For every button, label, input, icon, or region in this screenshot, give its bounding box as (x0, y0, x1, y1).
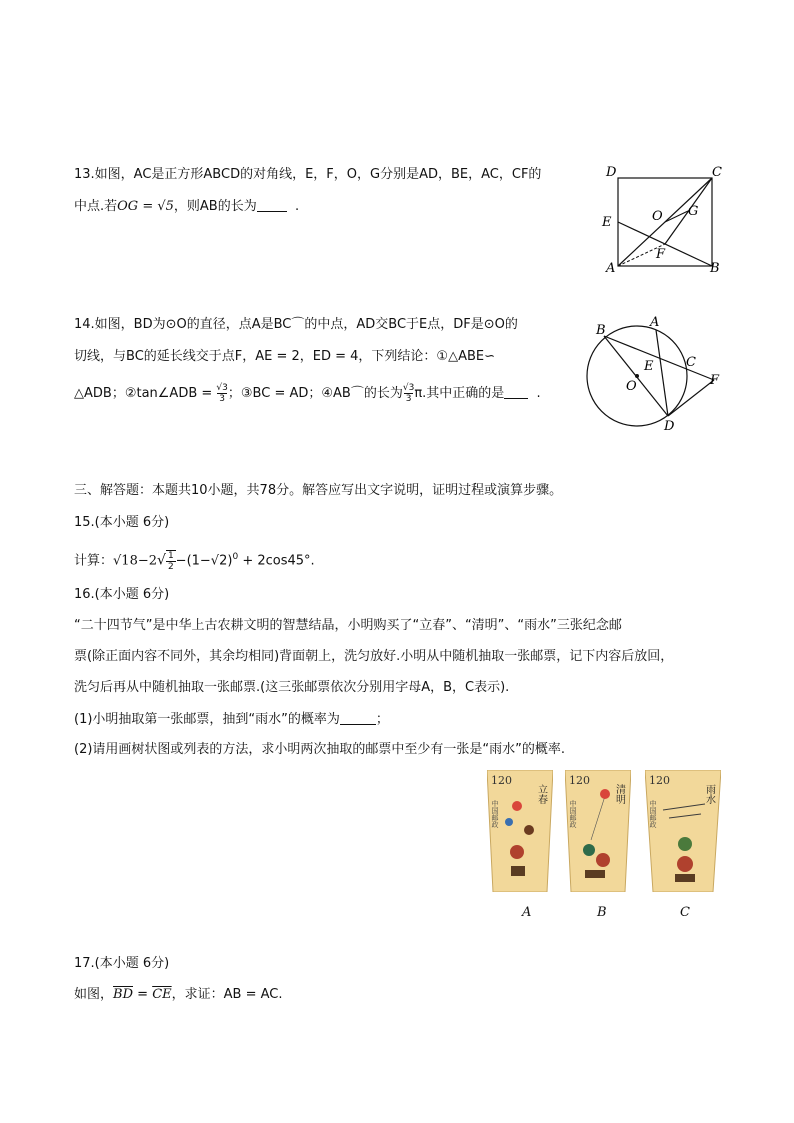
stamp-c (645, 770, 715, 892)
q17-arc-bd: $\overline{BD}$ (113, 987, 133, 1002)
q15-expr-c: + 2cos45°. (242, 553, 315, 569)
q16-para1: “二十四节气”是中华上古农耕文明的智慧结晶，小明购买了“立春”、“清明”、“雨水”三张纪念邮 (74, 618, 622, 633)
q16-para3: 洗匀后再从中随机抽取一张邮票.(这三张邮票依次分别用字母A，B，C表示). (74, 680, 510, 695)
q16-answer-blank[interactable] (340, 710, 376, 725)
q13-answer-blank[interactable] (257, 197, 287, 212)
q17-text (74, 986, 282, 1004)
label-f: F (656, 247, 666, 262)
stamp-c-art (645, 770, 721, 892)
q14-line2: 切线，与BC的延长线交于点F，AE = 2，ED = 4，下列结论：①△ABE∽ (74, 349, 496, 364)
q14-fraction-2 (403, 383, 414, 404)
q16-sub1-text: (1)小明抽取第一张邮票，抽到“雨水”的概率为 (74, 712, 340, 727)
q13-line2-pre: 中点.若 (74, 199, 118, 214)
stamp-c-label: C (680, 905, 690, 920)
q16-sub1-end: ； (375, 712, 389, 727)
q14-fraction-1 (216, 383, 227, 404)
q15-exponent: 0 (232, 552, 239, 562)
q13-line1: 13.如图，AC是正方形ABCD的对角线，E，F，O，G分别是AD，BE，AC，CF的 (74, 167, 542, 182)
q14-frac2-den: 3 (405, 394, 412, 404)
label-e: E (644, 359, 654, 374)
line-bcf (604, 336, 714, 380)
q15-frac-num: 1 (167, 550, 174, 561)
q16-sub1 (74, 710, 389, 729)
q15-fraction (166, 550, 176, 572)
label-e: E (602, 215, 612, 230)
label-c: C (686, 355, 696, 370)
q14-frac1-den: 3 (219, 394, 226, 404)
label-c: C (712, 165, 722, 180)
q17-title: 17.(本小题 6分) (74, 956, 170, 971)
q14-line3-c: π.其中正确的是 (414, 386, 505, 401)
stamp-c-name: 雨水 (703, 784, 715, 804)
q14-line3-b: ；③BC = AD；④AB⌒的长为 (227, 386, 403, 401)
q13-line2-end: . (294, 199, 300, 214)
stamp-a-value: 120 (491, 774, 512, 787)
stamp-b-name: 清明 (613, 784, 625, 804)
q13-line2-post: ，则AB的长为 (173, 199, 257, 214)
q14-line3-a: △ADB；②tan∠ADB = (74, 386, 213, 401)
q13-expression: OG = √5 (117, 199, 174, 214)
q14-line1: 14.如图，BD为⊙O的直径，点A是BC⌒的中点，AD交BC于E点，DF是⊙O的 (74, 317, 518, 332)
label-g: G (688, 204, 699, 219)
q13-square-figure (596, 160, 730, 280)
q17-equals: = (137, 987, 149, 1002)
q14-line3-end: . (536, 386, 541, 401)
q15-expression: 计算：$√18-2√\frac{1}{2}-(1-√2)^0 + 2\cos 45^\circ$. (74, 550, 315, 572)
q14-answer-blank[interactable] (504, 384, 528, 399)
q14-frac1-num: √3 (216, 383, 228, 393)
section3-heading: 三、解答题：本题共10小题，共78分。解答应写出文字说明，证明过程或演算步骤。 (74, 483, 563, 498)
stamp-a (487, 770, 553, 892)
stamp-b-label: B (597, 905, 607, 920)
q16-para2: 票(除正面内容不同外，其余均相同)背面朝上，洗匀放好.小明从中随机抽取一张邮票，记下内容后放回， (74, 649, 674, 664)
stamp-c-country: 中国邮政 (649, 800, 657, 828)
label-d: D (606, 165, 617, 180)
q14-line3 (74, 383, 541, 404)
q17-text-pre: 如图， (74, 987, 114, 1002)
stamp-a-art (487, 770, 553, 892)
q15-frac-den: 2 (167, 561, 174, 572)
stamp-b-art (565, 770, 631, 892)
stamp-b-value: 120 (569, 774, 590, 787)
label-o: O (626, 379, 637, 394)
q14-circle-figure (586, 308, 726, 438)
label-b: B (596, 323, 606, 338)
label-f: F (710, 373, 720, 388)
q15-expr-b: −(1−√2) (175, 553, 233, 569)
label-d: D (664, 419, 675, 434)
q15-prefix: 计算： (74, 553, 114, 569)
stamp-a-country: 中国邮政 (491, 800, 499, 828)
stamp-a-name: 立春 (535, 784, 547, 804)
q16-sub2: (2)请用画树状图或列表的方法，求小明两次抽取的邮票中至少有一张是“雨水”的概率. (74, 742, 566, 757)
q13-line2 (74, 197, 299, 216)
label-o: O (652, 209, 663, 224)
label-a: A (650, 315, 660, 330)
q15-title: 15.(本小题 6分) (74, 515, 170, 530)
q16-title: 16.(本小题 6分) (74, 587, 170, 602)
label-b: B (710, 261, 720, 276)
stamp-a-label: A (522, 905, 532, 920)
stamp-c-value: 120 (649, 774, 670, 787)
q15-expr-a: √18−2 (113, 553, 158, 569)
stamp-b-country: 中国邮政 (569, 800, 577, 828)
stamp-b (565, 770, 631, 892)
tangent-df (668, 380, 714, 416)
q17-text-post: ，求证：AB = AC. (171, 987, 283, 1002)
label-a: A (606, 261, 616, 276)
q17-arc-ce: $\overline{CE}$ (152, 987, 172, 1002)
q14-frac2-num: √3 (402, 383, 415, 393)
